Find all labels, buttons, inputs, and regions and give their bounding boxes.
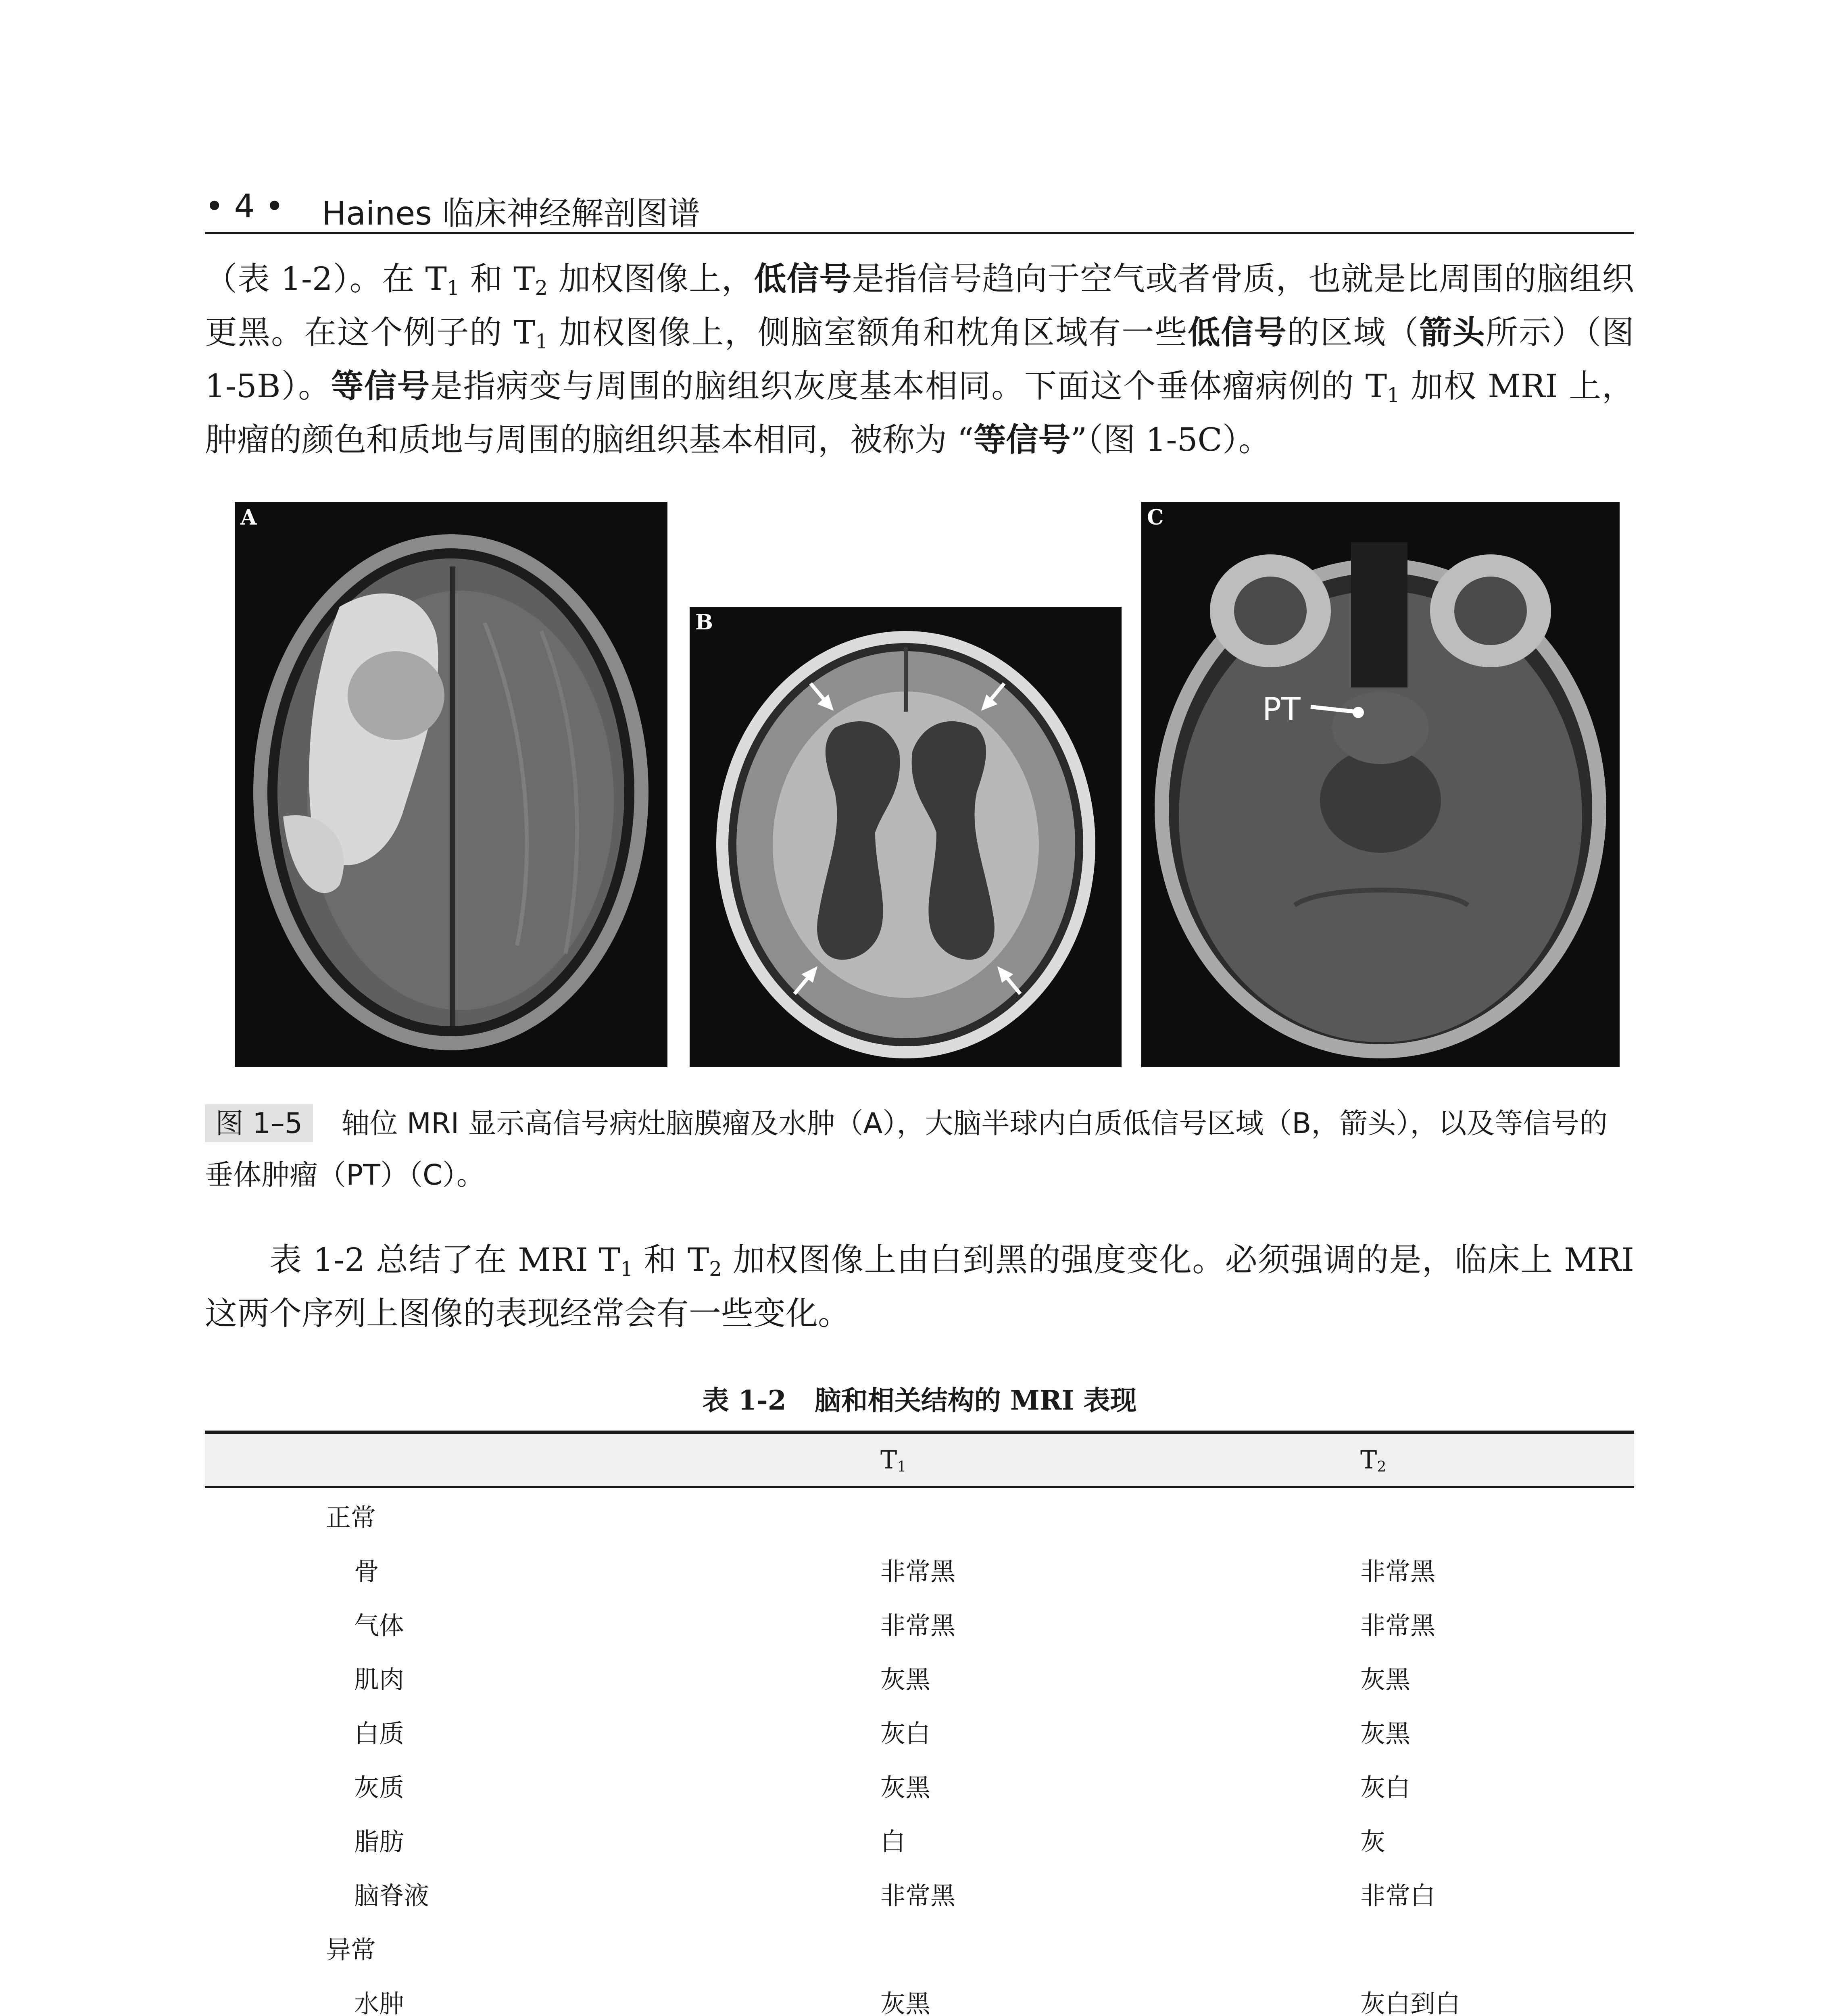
panel-label-a: A bbox=[240, 505, 257, 530]
page-number: • 4 • bbox=[205, 187, 284, 225]
table-title bbox=[205, 1379, 1634, 1417]
t2-value: 非常白 bbox=[1360, 1881, 1436, 1910]
t1-value: 灰白 bbox=[880, 1718, 931, 1748]
category-label: 异常 bbox=[326, 1935, 376, 1964]
body-paragraph-1: （表 1-2）。在 $T_1$ 和 $T_2$ 加权图像上，低信号是指信号趋向于空气或者骨质，也就是比周围的脑组织更黑。在这个例子的 $T_1$ 加权图像上，侧脑室额角和枕角区域有一些低信号的区域（箭头所示）（图 1-5B）。等信号是指病变与周围的脑组织灰度基本相同。下面这个垂体瘤病例的 $T_1$ 加权 MRI 上，肿瘤的颜色和质地与周围的脑组织基本相同，被称为 “等信号”（图 1-5C）。 bbox=[205, 260, 1635, 458]
table-header-row bbox=[205, 1432, 1634, 1487]
structure-name: 水肿 bbox=[354, 1989, 404, 2016]
t1-value: 非常黑 bbox=[880, 1610, 956, 1640]
emphasis-term: 箭头 bbox=[1419, 314, 1486, 351]
header-t2: $T_2$ bbox=[1360, 1432, 1634, 1487]
table-row bbox=[205, 1974, 1634, 2016]
mri-panel-a bbox=[235, 502, 667, 1067]
t2-value: 灰黑 bbox=[1360, 1718, 1411, 1748]
t2-value: 灰白到白 bbox=[1360, 1989, 1461, 2016]
table-title-text: 脑和相关结构的 MRI 表现 bbox=[814, 1385, 1137, 1416]
structure-name: 灰质 bbox=[354, 1772, 404, 1802]
structure-name: 脂肪 bbox=[354, 1826, 404, 1856]
table-row bbox=[205, 1650, 1634, 1704]
t1-value: 灰黑 bbox=[880, 1664, 931, 1694]
table-row bbox=[205, 1866, 1634, 1920]
t2-value: 灰白 bbox=[1360, 1772, 1411, 1802]
emphasis-term: 低信号 bbox=[1188, 314, 1287, 351]
table-row bbox=[205, 1542, 1634, 1596]
mri-panel-c bbox=[1141, 502, 1620, 1067]
book-title: Haines 临床神经解剖图谱 bbox=[322, 195, 701, 232]
structure-name: 气体 bbox=[354, 1610, 404, 1640]
pituitary-tumor-label: PT bbox=[1262, 691, 1301, 728]
table-row bbox=[205, 1812, 1634, 1866]
t1-value: 灰黑 bbox=[880, 1772, 931, 1802]
t1-value: 灰黑 bbox=[880, 1989, 931, 2016]
running-header bbox=[205, 183, 1634, 234]
t1-value: 白 bbox=[880, 1826, 906, 1856]
t2-value: 灰黑 bbox=[1360, 1664, 1411, 1694]
table-number: 表 1-2 bbox=[702, 1385, 786, 1416]
header-t1: $T_1$ bbox=[880, 1432, 1360, 1487]
figure-number: 图 1–5 bbox=[205, 1104, 313, 1142]
emphasis-term: 等信号 bbox=[331, 367, 430, 405]
structure-name: 脑脊液 bbox=[354, 1881, 430, 1910]
caption-text: 轴位 MRI 显示高信号病灶脑膜瘤及水肿（A），大脑半球内白质低信号区域（B，箭头），以及等信号的垂体肿瘤（PT）（C）。 bbox=[205, 1107, 1608, 1191]
mri-panel-b bbox=[690, 607, 1122, 1067]
mri-image-c bbox=[1141, 502, 1620, 1067]
structure-name: 骨 bbox=[354, 1556, 379, 1586]
structure-name: 肌肉 bbox=[354, 1664, 404, 1694]
t2-value: 灰 bbox=[1360, 1826, 1386, 1856]
panel-label-b: B bbox=[695, 610, 713, 635]
t1-value: 非常黑 bbox=[880, 1556, 956, 1586]
t2-value: 非常黑 bbox=[1360, 1556, 1436, 1586]
table-category-row bbox=[205, 1920, 1634, 1974]
category-label: 正常 bbox=[326, 1502, 376, 1532]
table-category-row bbox=[205, 1487, 1634, 1543]
panel-label-c: C bbox=[1147, 505, 1164, 530]
mri-image-a bbox=[235, 502, 667, 1067]
emphasis-term: 等信号 bbox=[974, 421, 1071, 458]
body-paragraph-2: 表 1-2 总结了在 MRI $T_1$ 和 $T_2$ 加权图像上由白到黑的强度变化。必须强调的是，临床上 MRI 这两个序列上图像的表现经常会有一些变化。 bbox=[205, 1241, 1635, 1332]
header-blank bbox=[205, 1432, 880, 1487]
structure-name: 白质 bbox=[354, 1718, 404, 1748]
mri-image-b bbox=[690, 607, 1122, 1067]
figure-caption bbox=[205, 1098, 1634, 1201]
table-row bbox=[205, 1596, 1634, 1650]
table-row bbox=[205, 1704, 1634, 1758]
table-row bbox=[205, 1758, 1634, 1812]
t1-value: 非常黑 bbox=[880, 1881, 956, 1910]
t2-value: 非常黑 bbox=[1360, 1610, 1436, 1640]
mri-appearance-table bbox=[205, 1431, 1634, 2016]
emphasis-term: 低信号 bbox=[754, 260, 852, 298]
